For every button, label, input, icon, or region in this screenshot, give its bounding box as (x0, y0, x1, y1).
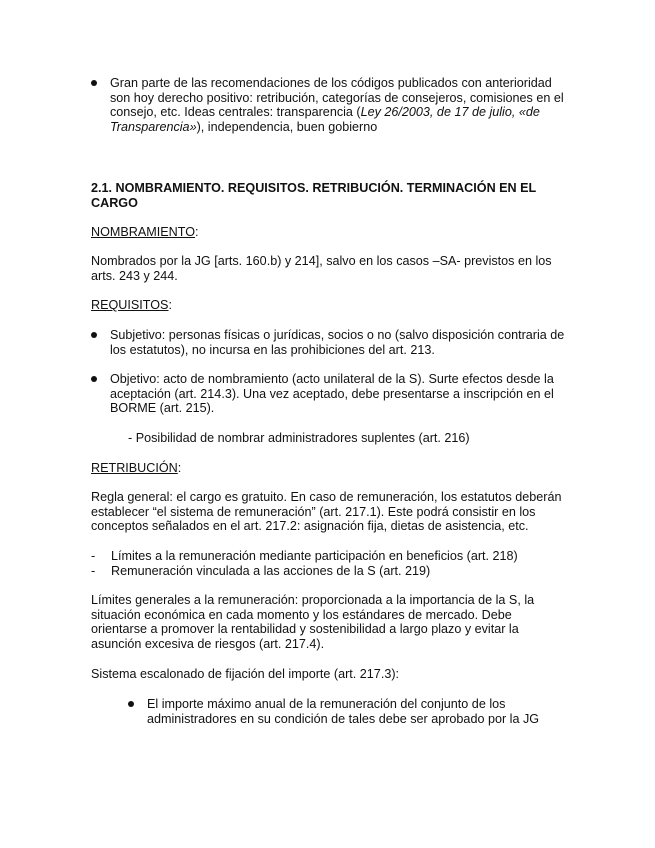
bullet-text: Objetivo: acto de nombramiento (acto unilateral de la S). Surte efectos desde la aceptación (art. 214.3). Una vez aceptado, debe presentarse a inscripción en el BORME (art. 215). (110, 372, 554, 416)
law-reference: Ley 26/2003, de 17 de julio, «de Transparencia» (110, 105, 540, 134)
nombramiento-heading: NOMBRAMIENTO: (91, 225, 199, 239)
bullet-dot (91, 80, 97, 86)
retribucion-title: RETRIBUCIÓN (91, 461, 178, 475)
regla-general-text: Regla general: el cargo es gratuito. En caso de remuneración, los estatutos deberán establecer “el sistema de remuneración” (art. 217.1). Este podrá consistir en los conceptos señalados en el art. 217.2: asignación fija, dietas de asistencia, etc. (91, 490, 562, 534)
section-heading: 2.1. NOMBRAMIENTO. REQUISITOS. RETRIBUCIÓN. TERMINACIÓN EN EL CARGO (91, 181, 537, 210)
bullet-dot (128, 701, 134, 707)
suplentes-item: - Posibilidad de nombrar administradores suplentes (art. 216) (128, 431, 470, 445)
requisitos-heading: REQUISITOS: (91, 298, 172, 312)
nombramiento-title: NOMBRAMIENTO (91, 225, 196, 239)
dash-marker: - (91, 564, 96, 578)
dash-marker: - (91, 549, 96, 563)
requisitos-title: REQUISITOS (91, 298, 169, 312)
limites-text: Límites generales a la remuneración: proporcionada a la importancia de la S, la situación económica en cada momento y los estándares de mercado. Debe orientarse a promover la rentabilidad y sostenibilidad a largo plazo y evitar la asunción excesiva de riesgos (art. 217.4). (91, 593, 535, 651)
bullet-text: El importe máximo anual de la remuneración del conjunto de los administradores en su condición de tales debe ser aprobado por la JG (147, 697, 540, 726)
nombramiento-text: Nombrados por la JG [arts. 160.b) y 214], salvo en los casos –SA- previstos en los arts. 243 y 244. (91, 254, 552, 283)
retribucion-heading: RETRIBUCIÓN: (91, 461, 182, 475)
bullet-dot (91, 332, 97, 338)
dash-item-text: Remuneración vinculada a las acciones de la S (art. 219) (111, 564, 431, 578)
dash-item-text: Límites a la remuneración mediante participación en beneficios (art. 218) (111, 549, 518, 563)
sistema-text: Sistema escalonado de fijación del importe (art. 217.3): (91, 667, 400, 681)
bullet-text: Subjetivo: personas físicas o jurídicas, socios o no (salvo disposición contraria de los estatutos), no incursa en las prohibiciones del art. 213. (110, 328, 565, 357)
bullet-dot (91, 376, 97, 382)
intro-bullet-text: Gran parte de las recomendaciones de los códigos publicados con anterioridad son hoy derecho positivo: retribución, categorías de consejeros, comisiones en el consejo, etc. Ideas centrales: transparencia (Ley 26/2003, de 17 de julio, «de Transparencia»), independencia, buen gobierno (110, 76, 564, 134)
